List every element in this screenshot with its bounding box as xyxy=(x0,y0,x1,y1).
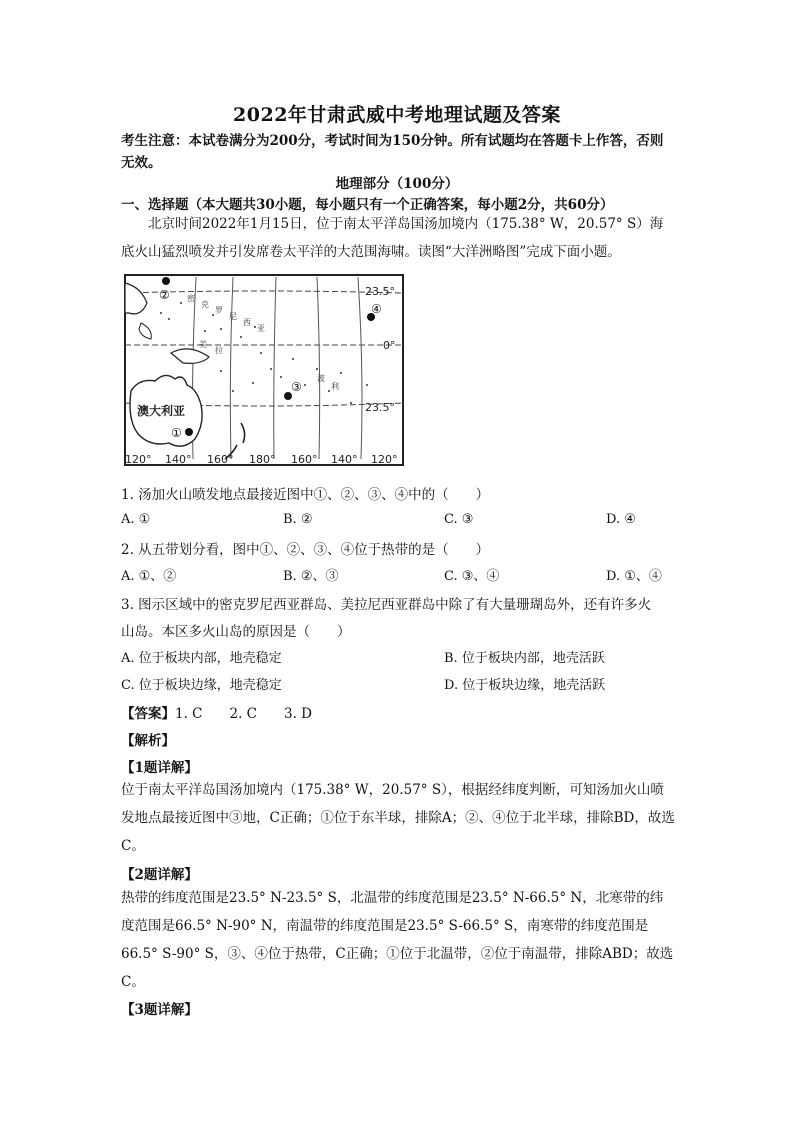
q2-option-a: A. ①、② xyxy=(121,569,177,584)
map-char: 西 xyxy=(243,318,251,327)
detail-1-text: 位于南太平洋岛国汤加境内（175.38° W，20.57° S），根据经纬度判断，可知汤加火山喷发地点最接近图中③地，C正确；①位于东半球，排除A；②、④位于北半球，排除BD，故选C。 xyxy=(121,782,675,854)
map-char: 克 xyxy=(201,300,209,309)
lon-label: 120° xyxy=(371,453,398,466)
map-char: 波 xyxy=(317,374,325,383)
map-char: 利 xyxy=(331,382,339,391)
detail-3-label: 【3题详解】 xyxy=(121,1002,198,1018)
lon-label: 180° xyxy=(249,453,276,466)
q3-option-b: B. 位于板块内部，地壳活跃 xyxy=(444,651,605,666)
analysis-label: 【解析】 xyxy=(121,733,175,749)
oceania-map xyxy=(121,273,407,469)
q1-option-c: C. ③ xyxy=(444,512,474,527)
detail-2-label: 【2题详解】 xyxy=(121,867,198,883)
answer-text: 1. C 2. C 3. D xyxy=(175,706,312,722)
lon-label: 120° xyxy=(125,453,152,466)
map-char: 美 xyxy=(199,340,207,349)
q2-option-d: D. ①、④ xyxy=(606,569,662,584)
q3-option-d: D. 位于板块边缘，地壳活跃 xyxy=(444,678,606,693)
q3-option-a: A. 位于板块内部，地壳稳定 xyxy=(121,651,282,666)
q2-option-b: B. ②、③ xyxy=(283,569,339,584)
australia-label: 澳大利亚 xyxy=(137,404,186,418)
answer-label: 【答案】 xyxy=(121,706,175,722)
question-3-stem-line2: 山岛。本区多火山岛的原因是（ ） xyxy=(121,624,351,640)
lon-label: 160° xyxy=(291,453,318,466)
exam-notice: 考生注意：本试卷满分为200分，考试时间为150分钟。所有试题均在答题卡上作答，否则无效。 xyxy=(121,133,664,171)
detail-2-text: 热带的纬度范围是23.5° N-23.5° S，北温带的纬度范围是23.5° N-66.5° N，北寒带的纬度范围是66.5° N-90° N，南温带的纬度范围是23.5° S-66.5° S，南寒带的纬度范围是66.5° S-90° S，③、④位于热带，C正确；①位于北温带，②位于南温带，排除ABD；故选C。 xyxy=(121,890,674,990)
map-char: 罗 xyxy=(215,306,223,315)
section-title: 地理部分（100分） xyxy=(335,176,459,192)
map-char: 密 xyxy=(187,294,195,303)
detail-1-label: 【1题详解】 xyxy=(121,760,198,776)
question-3-stem-line1: 3. 图示区域中的密克罗尼西亚群岛、美拉尼西亚群岛中除了有大量珊瑚岛外，还有许多火 xyxy=(121,597,652,613)
lat-label-0: 0° xyxy=(383,339,396,352)
q2-option-c: C. ③、④ xyxy=(444,569,500,584)
q1-option-b: B. ② xyxy=(283,512,313,527)
lon-label: 140° xyxy=(331,453,358,466)
lon-label: 140° xyxy=(165,453,192,466)
q3-option-c: C. 位于板块边缘，地壳稳定 xyxy=(121,678,282,693)
q1-option-d: D. ④ xyxy=(606,512,636,527)
lat-label-23n: 23.5° xyxy=(365,285,395,298)
marker-4: ④ xyxy=(371,302,382,316)
map-char: 亚 xyxy=(257,324,265,333)
lat-label-23s: 23.5° xyxy=(365,401,395,414)
page-title: 2022年甘肃武威中考地理试题及答案 xyxy=(233,104,561,126)
q1-option-a: A. ① xyxy=(121,512,151,527)
question-2-stem: 2. 从五带划分看，图中①、②、③、④位于热带的是（ ） xyxy=(121,542,490,558)
answer-line xyxy=(121,702,312,722)
question-intro: 北京时间2022年1月15日，位于南太平洋岛国汤加境内（175.38° W，20.57° S）海底火山猛烈喷发并引发席卷太平洋的大范围海啸。读图“大洋洲略图”完成下面小题。 xyxy=(121,216,664,260)
question-1-stem: 1. 汤加火山喷发地点最接近图中①、②、③、④中的（ ） xyxy=(121,487,490,503)
map-char: 拉 xyxy=(215,346,223,355)
marker-1: ① xyxy=(171,426,182,440)
marker-3: ③ xyxy=(291,380,302,394)
map-char: 尼 xyxy=(229,312,237,321)
marker-2: ② xyxy=(159,288,170,302)
choice-section-heading: 一、选择题（本大题共30小题，每小题只有一个正确答案，每小题2分，共60分） xyxy=(121,197,614,213)
lon-label: 160° xyxy=(207,453,234,466)
